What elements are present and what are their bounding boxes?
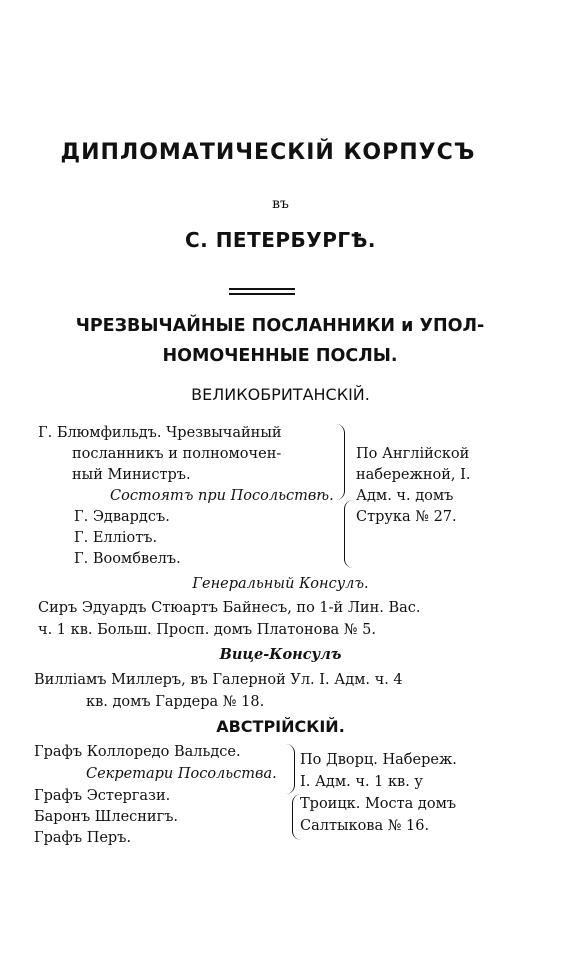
- austria-heading: АВСТРІЙСКІЙ.: [216, 717, 345, 736]
- britain-address-4: Струка № 27.: [356, 509, 457, 525]
- britain-line-3: ный Министръ.: [72, 467, 191, 483]
- austria-secretaries-heading: Секретари Посольства.: [86, 766, 277, 782]
- austria-line-4: Баронъ Шлеснигъ.: [34, 809, 179, 825]
- austria-line-1: Графъ Коллоредо Вальдсе.: [34, 744, 241, 760]
- austria-address-2: І. Адм. ч. 1 кв. у: [300, 774, 423, 790]
- britain-line-2: посланникъ и полномочен-: [72, 446, 282, 462]
- britain-address-3: Адм. ч. домъ: [356, 488, 454, 504]
- city-heading: С. ПЕТЕРБУРГѢ.: [184, 228, 377, 252]
- section-heading-line2: НОМОЧЕННЫЕ ПОСЛЫ.: [162, 346, 398, 366]
- divider-rule-bottom: [229, 293, 295, 295]
- britain-staff-1: Г. Эдвардсъ.: [74, 509, 170, 525]
- consul-heading: Генеральный Консулъ.: [192, 576, 369, 592]
- austria-line-3: Графъ Эстергази.: [34, 788, 171, 804]
- vice-consul-line-2: кв. домъ Гардера № 18.: [86, 694, 265, 710]
- britain-address-1: По Англiйской: [356, 446, 470, 462]
- divider-rule-top: [229, 288, 295, 290]
- page-title: ДИПЛОМАТИЧЕСКІЙ КОРПУСЪ: [60, 140, 476, 165]
- consul-line-1: Сиръ Эдуардъ Стюартъ Байнесъ, по 1-й Лин. Вас.: [38, 600, 421, 616]
- austria-address-3: Троицк. Моста домъ: [300, 796, 457, 812]
- austria-brace: [286, 744, 295, 794]
- britain-brace-lower: [344, 500, 353, 568]
- vice-consul-line-1: Вилліамъ Миллеръ, въ Галерной Ул. І. Адм. ч. 4: [34, 672, 403, 688]
- britain-line-1: Г. Блюмфильдъ. Чрезвычайный: [38, 425, 282, 441]
- austria-address-4: Салтыкова № 16.: [300, 818, 430, 834]
- austria-address-1: По Дворц. Набереж.: [300, 752, 457, 768]
- britain-staff-2: Г. Еллiотъ.: [74, 530, 158, 546]
- britain-heading: ВЕЛИКОБРИТАНСКІЙ.: [191, 385, 370, 404]
- section-heading-line1: ЧРЕЗВЫЧАЙНЫЕ ПОСЛАННИКИ и УПОЛ-: [75, 316, 485, 336]
- britain-staff-heading: Состоятъ при Посольствѣ.: [110, 488, 334, 504]
- preposition-text: въ: [272, 196, 289, 212]
- britain-address-2: набережной, І.: [356, 467, 471, 483]
- britain-staff-3: Г. Воомбвелъ.: [74, 551, 181, 567]
- britain-brace: [336, 424, 345, 500]
- consul-line-2: ч. 1 кв. Больш. Просп. домъ Платонова № 5.: [38, 622, 376, 638]
- austria-line-5: Графъ Перъ.: [34, 830, 132, 846]
- vice-consul-heading: Вице-Консулъ: [219, 646, 342, 663]
